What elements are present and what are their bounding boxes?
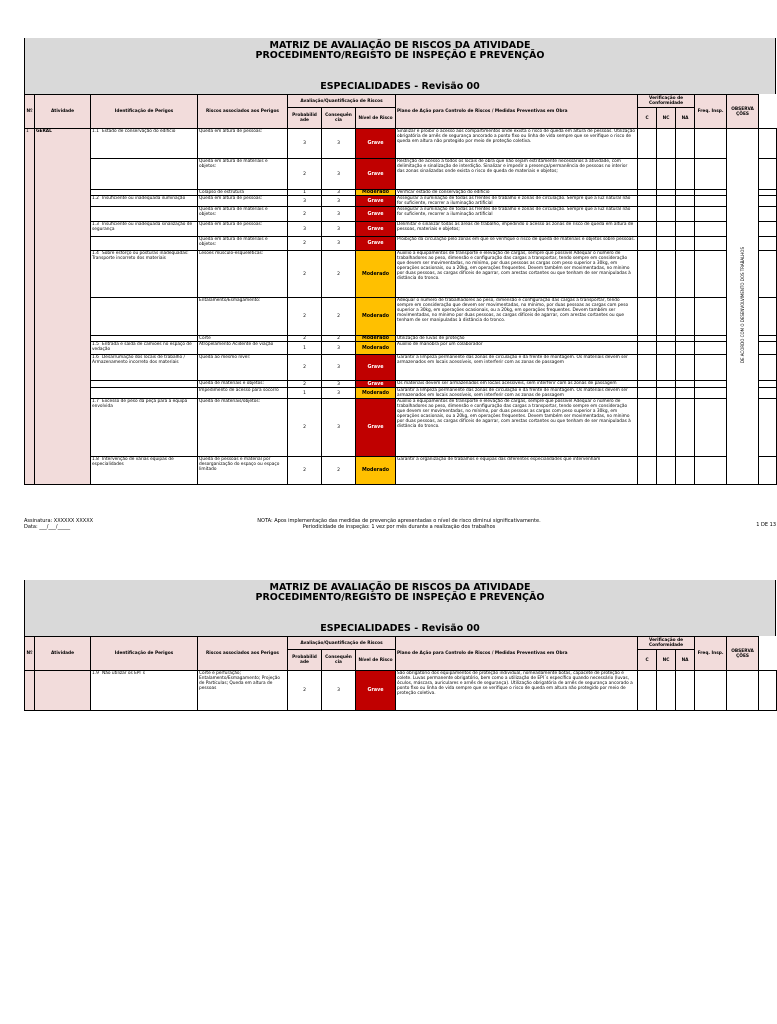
risk-level-cell: Grave [356,159,396,190]
consequence-cell: 3 [322,381,356,388]
activity-name: GERAL [35,129,91,485]
consequence-cell: 2 [322,298,356,336]
extra-cell [759,222,777,237]
check-c[interactable] [638,298,657,336]
consequence-cell: 3 [322,237,356,251]
risk-cell: Queda ao mesmo nível: [198,355,288,381]
consequence-cell: 3 [322,196,356,207]
action-plan-cell: Proibição da circulação pelo zonas em que se verifique o risco de queda de materiais e objetos sobre pessoas. [396,237,638,251]
check-na[interactable] [676,237,695,251]
hazard-text: Entrada e saída de camiões no espaço de vedação [92,342,192,352]
hazard-code: 1.8 [92,457,99,462]
action-plan-cell: Os materiais devem ser armazenados em locais acessíveis, sem interferir com as zonas de passagem [396,381,638,388]
col-perigos: Identificação de Perigos [91,95,198,129]
extra-cell [759,457,777,485]
freq-cell[interactable] [695,222,727,237]
hazard-code: 1.7 [92,399,99,404]
col-verificacao: Verificação de Conformidade [638,637,695,650]
probability-cell: 2 [288,207,322,222]
check-c[interactable] [638,342,657,355]
hazard-text: Insuficiente ou inadequada sinalização de segurança [92,222,193,232]
consequence-cell: 3 [322,355,356,381]
activity-number [25,671,35,711]
freq-cell[interactable] [695,388,727,399]
check-c[interactable] [638,251,657,298]
table-row [25,207,777,222]
table-row [25,196,777,207]
consequence-cell: 3 [322,129,356,159]
risk-level-cell: Moderado [356,388,396,399]
probability-cell: 2 [288,355,322,381]
probability-cell: 2 [288,159,322,190]
hazard-code: 1.2 [92,196,99,201]
hazard-text: Desarrumação dos locais de trabalho / Armazenamento incorreto dos materiais [92,355,185,365]
check-nc[interactable] [657,388,676,399]
col-nc: NC [657,650,676,671]
risk-cell: Queda de pessoas e material por desorganização do espaço ou espaço limitado [198,457,288,485]
title-line-1: MATRIZ DE AVALIAÇÃO DE RISCOS DA ATIVIDADE [269,40,531,51]
observations-cell[interactable] [727,671,759,711]
action-plan-cell: Auxílio a equipamentos de transporte e elevação de cargas, sempre que possível Adequar o número de trabalhadores ao peso, dimensão e configuração das cargas a transportar, tendo sempre em consideração que devem ser movimentadas, no mínimo, por duas pessoas as cargas com peso superior a 30kg, em operações ocasionais, ou a 20kg, em operações frequentes. Devem também ser movimentadas, no mínimo por duas pessoas, as cargas difíceis de agarrar, com arestas cortantes ou que tenham de ser manipuladas à distância do tronco. [396,399,638,457]
action-plan-cell: Verificar estado de conservação do edifício [396,190,638,196]
action-plan-cell: Assegurar a iluminação de todas as frentes de trabalho e zonas de circulação. Sempre que a luz natural não for suficiente, recorrer a iluminação artificial [396,207,638,222]
freq-cell[interactable] [695,237,727,251]
check-na[interactable] [676,207,695,222]
table-row [25,298,777,336]
page-number: 1 DE 13 [756,522,776,528]
risk-cell: Queda em altura de pessoas: [198,129,288,159]
check-na[interactable] [676,251,695,298]
risk-cell: Impedimento de acesso para socorro [198,388,288,399]
hazard-text: Não utilizar os EPI´s [102,671,146,676]
table-row [25,381,777,388]
hazard-code: 1.6 [92,355,99,360]
risk-cell: Queda de materiais e objetos: [198,381,288,388]
activity-name [35,671,91,711]
freq-cell[interactable] [695,129,727,159]
col-nc: NC [657,108,676,129]
title-line-2: PROCEDIMENTO/REGISTO DE INSPEÇÃO E PREVENÇÃO [255,50,545,61]
hazard-cell [91,237,198,251]
freq-cell[interactable] [695,399,727,457]
check-nc[interactable] [657,129,676,159]
risk-matrix-table [24,94,777,485]
check-nc[interactable] [657,159,676,190]
check-c[interactable] [638,222,657,237]
col-na: NA [676,650,695,671]
hazard-cell [91,381,198,388]
col-riscos: Riscos associados aos Perigos [198,95,288,129]
risk-cell: Queda de materiais/objetos: [198,399,288,457]
extra-cell [759,399,777,457]
hazard-cell [91,388,198,399]
risk-cell: Queda em altura de materiais e objetos: [198,207,288,222]
risk-cell: Entalamento/Esmagamento: [198,298,288,336]
probability-cell: 1 [288,388,322,399]
col-nr: Nº [25,95,35,129]
check-c[interactable] [638,196,657,207]
probability-cell: 3 [288,222,322,237]
risk-level-cell: Grave [356,399,396,457]
check-c[interactable] [638,388,657,399]
check-c[interactable] [638,355,657,381]
table-row [25,159,777,190]
check-nc[interactable] [657,237,676,251]
hazard-cell [91,342,198,355]
hazard-code: 1.3 [92,222,99,227]
col-consequencia: Consequên cia [322,108,356,129]
check-c[interactable] [638,381,657,388]
check-c[interactable] [638,159,657,190]
check-nc[interactable] [657,196,676,207]
col-na: NA [676,108,695,129]
table-row [25,222,777,237]
risk-level-cell: Moderado [356,190,396,196]
extra-cell [759,159,777,190]
risk-level-cell: Grave [356,222,396,237]
risk-cell: Corte [198,336,288,342]
signature-field: Assinatura: XXXXXX XXXXX [24,518,94,524]
date-field: Data: ___/___/_____ [24,524,71,530]
footer-note: NOTA: Apos implementação das medidas de prevenção apresentadas o nível de risco diminui significativamente. [257,518,541,524]
action-plan-cell: Auxílio de manobra por um colaborador [396,342,638,355]
col-verificacao: Verificação de Conformidade [638,95,695,108]
check-c[interactable] [638,207,657,222]
check-nc[interactable] [657,222,676,237]
check-c[interactable] [638,457,657,485]
probability-cell: 2 [288,399,322,457]
hazard-cell [91,399,198,457]
col-nivel: Nível de Risco [356,108,396,129]
document-title [24,38,776,80]
check-na[interactable] [676,388,695,399]
action-plan-cell: Adequar o número de trabalhadores ao peso, dimensão e configuração das cargas a transportar, tendo sempre em consideração que devem ser movimentadas, no mínimo, por duas pessoas as cargas com peso superior a 30kg, em operações ocasionais, ou a 20kg, em operações frequentes. Devem também ser movimentadas, no mínimo por duas pessoas, as cargas difíceis de agarrar, com arestas cortantes ou que tenham de ser manipuladas à distância do tronco. [396,298,638,336]
table-row [25,671,777,711]
risk-level-cell: Grave [356,207,396,222]
hazard-code: 1.5 [92,342,99,347]
probability-cell: 2 [288,336,322,342]
col-riscos: Riscos associados aos Perigos [198,637,288,671]
col-perigos: Identificação de Perigos [91,637,198,671]
col-obs: OBSERVA ÇÕES [727,637,759,671]
action-plan-cell: São obrigatório dos equipamentos de proteção individual, nomeadamente botas, capacete de proteção e colete. Luvas permanente obrigatório, bem como a utilização de EPI´s específico quando necessário (luvas, óculos, máscara, auriculares e arnês de segurança). Utilização obrigatória de arnês de segurança ancorado a ponto fixo ou linha de vida sempre que se verifique o risco de queda em altura não protegido por meio de proteção coletiva. [396,671,638,711]
extra-cell [759,381,777,388]
check-nc[interactable] [657,671,676,711]
freq-cell[interactable] [695,457,727,485]
action-plan-cell: Auxílio a equipamentos de transporte e elevação de cargas, sempre que possível Adequar o número de trabalhadores ao peso, dimensão e configuração das cargas a transportar, tendo sempre em consideração que devem ser movimentadas, no mínimo, por duas pessoas as cargas com peso superior a 30kg, em operações ocasionais, ou a 20kg, em operações frequentes. Devem também ser movimentadas, no mínimo por duas pessoas, as cargas difíceis de agarrar, com arestas cortantes ou que tenham de ser manipuladas à distância do tronco. [396,251,638,298]
hazard-text: Intervenção de várias equipas de especialidades [92,457,174,467]
hazard-text: Excesso de peso da peça para a equipa envolvida [92,399,188,409]
col-probabilidade: Probabilid ade [288,650,322,671]
consequence-cell: 3 [322,342,356,355]
risk-cell: Queda em altura de materiais e objetos: [198,237,288,251]
extra-cell [759,355,777,381]
freq-cell[interactable] [695,671,727,711]
probability-cell: 2 [288,381,322,388]
observations-text: DE ACORDO COM O DESENVOLVIMENTO DOS TRABALHOS [740,247,746,364]
consequence-cell: 3 [322,399,356,457]
freq-cell[interactable] [695,355,727,381]
hazard-cell [91,251,198,298]
col-nr: Nº [25,637,35,671]
freq-cell[interactable] [695,207,727,222]
check-na[interactable] [676,298,695,336]
col-c: C [638,650,657,671]
table-row [25,355,777,381]
action-plan-cell: Utilização de luvas de proteção [396,336,638,342]
risk-level-cell: Moderado [356,251,396,298]
risk-level-cell: Grave [356,237,396,251]
check-nc[interactable] [657,457,676,485]
footer-periodicity: Periodicidade de inspeção: 1 vez por mês durante a realização dos trabalhos [302,524,496,530]
hazard-code: 1.1 [92,129,99,134]
table-row [25,342,777,355]
check-nc[interactable] [657,207,676,222]
consequence-cell: 3 [322,388,356,399]
table-row [25,388,777,399]
check-c[interactable] [638,129,657,159]
matrix-page-1 [24,38,776,485]
col-freq: Freq. Insp. [695,637,727,671]
risk-level-cell: Moderado [356,342,396,355]
document-subtitle-page-2: ESPECIALIDADES - Revisão 00 [24,622,776,636]
check-nc[interactable] [657,342,676,355]
consequence-cell: 3 [322,207,356,222]
hazard-cell [91,355,198,381]
check-na[interactable] [676,342,695,355]
check-nc[interactable] [657,399,676,457]
probability-cell: 2 [288,237,322,251]
hazard-code: 1.9 [92,671,99,676]
risk-matrix-table-page-2 [24,636,777,711]
risk-level-cell: Grave [356,355,396,381]
freq-cell[interactable] [695,159,727,190]
check-na[interactable] [676,381,695,388]
hazard-text: Sobre esforço ou posturas inadequadas: Transporte incorreto dos materiais [92,251,189,261]
consequence-cell: 2 [322,457,356,485]
check-na[interactable] [676,399,695,457]
check-nc[interactable] [657,251,676,298]
col-avaliacao: Avaliação/Quantificação de Riscos [288,95,396,108]
col-obs: OBSERVA ÇÕES [727,95,759,129]
probability-cell: 2 [288,671,322,711]
risk-cell: Colapso de estrutura [198,190,288,196]
risk-cell: Queda em altura de materiais e objetos: [198,159,288,190]
col-plano: Plano de Ação para Controlo de Riscos / Medidas Preventivas em Obra [396,637,638,671]
table-row [25,457,777,485]
probability-cell: 2 [288,298,322,336]
probability-cell: 1 [288,190,322,196]
action-plan-cell: Garantir a limpeza permanente das zonas de circulação e da frente de montagem. Os materiais devem ser armazenados em locais acessíveis, sem interferir com as zonas de passagem [396,355,638,381]
col-atividade: Atividade [35,637,91,671]
risk-cell: Queda em altura de pessoas: [198,222,288,237]
risk-level-cell: Moderado [356,457,396,485]
risk-level-cell: Moderado [356,336,396,342]
check-nc[interactable] [657,298,676,336]
freq-cell[interactable] [695,251,727,298]
check-na[interactable] [676,196,695,207]
consequence-cell: 3 [322,190,356,196]
document-title-page-2 [24,580,776,622]
hazard-cell [91,196,198,207]
table-row [25,399,777,457]
extra-cell [759,237,777,251]
page-footer [24,518,776,536]
check-na[interactable] [676,671,695,711]
extra-cell [759,388,777,399]
observations-cell[interactable] [727,129,759,485]
risk-level-cell: Grave [356,196,396,207]
risk-cell: Lesões músculo-esqueléticas: [198,251,288,298]
matrix-page-2 [24,580,776,711]
probability-cell: 3 [288,129,322,159]
extra-cell [759,196,777,207]
freq-cell[interactable] [695,196,727,207]
hazard-text: Insuficiente ou inadequada iluminação [102,196,186,201]
table-row [25,237,777,251]
risk-cell: Corte e perfuração; Entalamento/Esmagamento; Projeção de Partículas; Queda em altura de pessoas [198,671,288,711]
check-na[interactable] [676,355,695,381]
consequence-cell: 3 [322,671,356,711]
col-c: C [638,108,657,129]
col-plano: Plano de Ação para Controlo de Riscos / Medidas Preventivas em Obra [396,95,638,129]
check-c[interactable] [638,671,657,711]
col-consequencia: Consequên cia [322,650,356,671]
col-atividade: Atividade [35,95,91,129]
col-nivel: Nível de Risco [356,650,396,671]
extra-cell [759,342,777,355]
hazard-cell [91,129,198,159]
freq-cell[interactable] [695,298,727,336]
action-plan-cell: Sinalizar e proibir o acesso aos compartimentos onde exista o risco de queda em altura de pessoas. Utilização obrigatória de arnês de segurança ancorado a ponto fixo ou linha de vida sempre que se verifique o risco de queda em altura não protegido por meio de proteção coletiva. [396,129,638,159]
risk-level-cell: Moderado [356,298,396,336]
title-line-1: MATRIZ DE AVALIAÇÃO DE RISCOS DA ATIVIDADE [269,582,531,593]
hazard-cell [91,671,198,711]
probability-cell: 2 [288,251,322,298]
check-nc[interactable] [657,381,676,388]
freq-cell[interactable] [695,342,727,355]
extra-cell [759,129,777,159]
probability-cell: 3 [288,196,322,207]
check-na[interactable] [676,159,695,190]
check-c[interactable] [638,237,657,251]
check-na[interactable] [676,222,695,237]
check-nc[interactable] [657,355,676,381]
hazard-cell [91,457,198,485]
check-c[interactable] [638,399,657,457]
consequence-cell: 3 [322,159,356,190]
col-freq: Freq. Insp. [695,95,727,129]
action-plan-cell: Garantir a limpeza permanente das zonas de circulação e da frente de montagem. Os materiais devem ser armazenados em locais acessíveis, sem interferir com as zonas de passagem [396,388,638,399]
consequence-cell: 2 [322,336,356,342]
title-line-2: PROCEDIMENTO/REGISTO DE INSPEÇÃO E PREVENÇÃO [255,592,545,603]
col-probabilidade: Probabilid ade [288,108,322,129]
extra-cell [759,251,777,298]
document-subtitle: ESPECIALIDADES - Revisão 00 [24,80,776,94]
action-plan-cell: Restrição de acesso a todos os locais de obra que não sejam estritamente necessários à atividade, com delimitação e sinalização de interdição. Sinalizar e impedir a presença/permanência de pessoas no interior das zonas sinalizadas onde exista o risco de queda de materiais e objetos; [396,159,638,190]
hazard-code: 1.4 [92,251,99,256]
hazard-cell [91,222,198,237]
risk-cell: Atropelamento Acidente de viação [198,342,288,355]
table-row [25,129,777,159]
risk-level-cell: Grave [356,129,396,159]
action-plan-cell: Assegurar a iluminação de todas as frentes de trabalho e zonas de circulação. Sempre que a luz natural não for suficiente, recorrer a iluminação artificial [396,196,638,207]
risk-cell: Queda em altura de pessoas: [198,196,288,207]
extra-cell [759,671,777,711]
col-avaliacao: Avaliação/Quantificação de Riscos [288,637,396,650]
probability-cell: 2 [288,457,322,485]
risk-level-cell: Grave [356,671,396,711]
activity-number: 1 [25,129,35,485]
action-plan-cell: Garantir a organização de trabalhos e equipas das diferentes especialidades que intervenham [396,457,638,485]
consequence-cell: 3 [322,222,356,237]
hazard-text: Estado de conservação do edifício [102,129,176,134]
check-na[interactable] [676,457,695,485]
freq-cell[interactable] [695,381,727,388]
check-na[interactable] [676,129,695,159]
table-row [25,251,777,298]
hazard-cell [91,159,198,190]
extra-cell [759,207,777,222]
hazard-cell [91,207,198,222]
action-plan-cell: Delimitar e sinalizar todas as áreas de trabalho, impedindo o acesso as zonas de risco de queda em altura de pessoas, materiais e objetos; [396,222,638,237]
risk-level-cell: Grave [356,381,396,388]
consequence-cell: 2 [322,251,356,298]
extra-cell [759,298,777,336]
probability-cell: 1 [288,342,322,355]
hazard-cell [91,298,198,336]
